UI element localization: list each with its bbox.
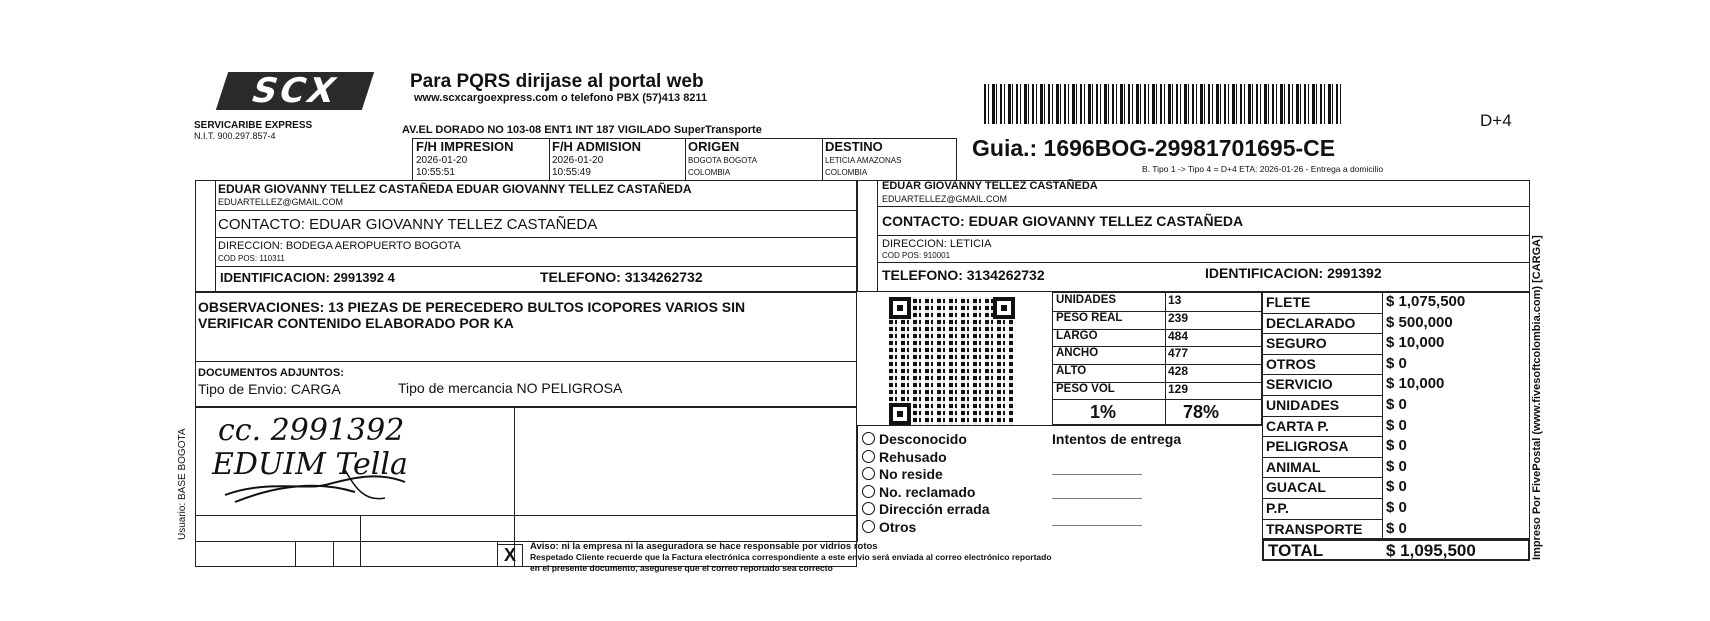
sender-telefono: TELEFONO: 3134262732 <box>540 269 703 285</box>
recipient-identificacion: IDENTIFICACION: 2991392 <box>1205 265 1382 281</box>
radio-icon[interactable] <box>862 432 875 445</box>
charge-value: $ 0 <box>1386 519 1407 537</box>
destino-city: LETICIA AMAZONAS <box>825 156 902 165</box>
origen-city: BOGOTA BOGOTA <box>688 156 758 165</box>
delivery-option-label: No reside <box>879 466 943 483</box>
qr-code <box>889 297 1015 425</box>
delivery-option[interactable] <box>862 432 967 446</box>
recipient-email: EDUARTELLEZ@GMAIL.COM <box>882 194 1007 204</box>
charge-value: $ 500,000 <box>1386 313 1453 331</box>
measure-value: 13 <box>1168 293 1182 307</box>
impresion-time: 10:55:51 <box>416 167 455 178</box>
aviso-line1: Aviso: ni la empresa ni la aseguradora se hace responsable por vidrios rotos <box>530 541 878 552</box>
charge-label: SEGURO <box>1266 335 1327 352</box>
charge-label: P.P. <box>1266 500 1289 516</box>
sender-direccion: DIRECCION: BODEGA AEROPUERTO BOGOTA <box>218 240 461 252</box>
destino-country: COLOMBIA <box>825 168 868 177</box>
charge-label: UNIDADES <box>1266 397 1340 413</box>
charge-label: DECLARADO <box>1266 314 1356 331</box>
charge-label: PELIGROSA <box>1266 438 1349 455</box>
origen-country: COLOMBIA <box>688 168 731 177</box>
radio-icon[interactable] <box>862 467 875 480</box>
measure-label: ALTO <box>1056 365 1087 378</box>
delivery-option[interactable] <box>862 520 916 534</box>
handwritten-name: EDUIM Tella <box>212 447 408 482</box>
recipient-telefono: TELEFONO: 3134262732 <box>882 267 1045 283</box>
side-print-note: Impreso Por FivePostal (www.fivesoftcolombia.com) [CARGA] <box>1531 235 1543 560</box>
recipient-contacto: CONTACTO: EDUAR GIOVANNY TELLEZ CASTAÑEDA <box>882 213 1244 229</box>
signature-scribble <box>205 410 425 510</box>
radio-icon[interactable] <box>862 502 875 515</box>
delivery-option[interactable] <box>862 450 947 464</box>
delivery-option[interactable] <box>862 485 975 499</box>
intentos-label: Intentos de entrega <box>1052 431 1182 447</box>
charge-label: ANIMAL <box>1266 458 1321 475</box>
company-nit: N.I.T. 900.297.857-4 <box>194 131 276 141</box>
scx-logo: SCX <box>216 72 374 110</box>
charge-value: $ 10,000 <box>1386 375 1445 393</box>
guia-number: Guia.: 1696BOG-29981701695-CE <box>972 135 1336 161</box>
usuario-label: Usuario: BASE BOGOTA <box>177 428 188 540</box>
recipient-name: EDUAR GIOVANNY TELLEZ CASTAÑEDA <box>882 180 1098 192</box>
recipient-direccion: DIRECCION: LETICIA <box>882 238 992 250</box>
charge-value: $ 0 <box>1386 354 1407 372</box>
admision-time: 10:55:49 <box>552 167 591 178</box>
delivery-option[interactable] <box>862 467 943 481</box>
measure-value: 477 <box>1168 346 1189 361</box>
measure-value: 239 <box>1168 310 1189 325</box>
aviso-line2: Respetado Cliente recuerde que la Factura electrónica correspondiente a este envio será enviada al correo electrónico reportado <box>530 552 1052 562</box>
measure-value: 129 <box>1168 382 1189 396</box>
charge-value: $ 1,075,500 <box>1386 293 1466 310</box>
tipo-envio: Tipo de Envio: CARGA <box>198 381 341 397</box>
charge-value: $ 0 <box>1386 416 1407 434</box>
sender-email: EDUARTELLEZ@GMAIL.COM <box>218 197 343 207</box>
measure-label: PESO REAL <box>1056 311 1123 324</box>
measure-label: PESO VOL <box>1056 383 1115 395</box>
charge-value: $ 0 <box>1386 396 1407 413</box>
tipo-mercancia: Tipo de mercancia NO PELIGROSA <box>398 380 623 396</box>
impresion-date: 2026-01-20 <box>416 155 468 166</box>
admision-date: 2026-01-20 <box>552 155 604 166</box>
barcode <box>984 84 1344 124</box>
observaciones-line1: OBSERVACIONES: 13 PIEZAS DE PERECEDERO BULTOS ICOPORES VARIOS SIN <box>198 299 746 315</box>
origen-label: ORIGEN <box>688 139 740 154</box>
handwritten-id: cc. 2991392 <box>218 413 405 448</box>
company-address: AV.EL DORADO NO 103-08 ENT1 INT 187 VIGILADO SuperTransporte <box>402 124 762 136</box>
pct-left: 1% <box>1090 402 1117 422</box>
admision-label: F/H ADMISION <box>552 139 642 154</box>
radio-icon[interactable] <box>862 520 875 533</box>
charge-label: GUACAL <box>1266 479 1326 496</box>
charge-label: SERVICIO <box>1266 376 1333 393</box>
sender-name: EDUAR GIOVANNY TELLEZ CASTAÑEDA EDUAR GIOVANNY TELLEZ CASTAÑEDA <box>218 182 692 196</box>
recipient-cod-pos: COD POS: 910001 <box>882 251 951 260</box>
delivery-option-label: Otros <box>879 519 917 535</box>
observaciones-line2: VERIFICAR CONTENIDO ELABORADO POR KA <box>198 315 514 331</box>
charge-label: CARTA P. <box>1266 417 1329 434</box>
company-name: SERVICARIBE EXPRESS <box>194 120 313 131</box>
impresion-label: F/H IMPRESION <box>416 139 514 154</box>
charge-value: $ 0 <box>1386 499 1407 516</box>
measure-value: 484 <box>1168 328 1189 343</box>
aviso-line3: en el presente documento, asegurese que el correo reportado sea correcto <box>530 563 833 573</box>
delivery-option-label: Desconocido <box>879 431 967 447</box>
sender-contacto: CONTACTO: EDUAR GIOVANNY TELLEZ CASTAÑEDA <box>218 216 598 233</box>
charge-label: OTROS <box>1266 355 1316 372</box>
destino-label: DESTINO <box>825 139 883 154</box>
charge-value: $ 0 <box>1386 457 1407 475</box>
measure-value: 428 <box>1168 364 1189 379</box>
guia-note: B. Tipo 1 -> Tipo 4 = D+4 ETA: 2026-01-26 - Entrega a domicilio <box>1142 164 1384 174</box>
charge-value: $ 10,000 <box>1386 334 1445 352</box>
delivery-option[interactable] <box>862 502 990 516</box>
checkbox-x[interactable]: X <box>497 544 523 567</box>
delivery-option-label: Dirección errada <box>879 501 990 518</box>
pct-right: 78% <box>1183 402 1220 422</box>
total-value: $ 1,095,500 <box>1386 541 1476 560</box>
pqrs-title: Para PQRS dirijase al portal web <box>410 71 704 92</box>
delivery-option-label: Rehusado <box>879 448 947 465</box>
documentos-label: DOCUMENTOS ADJUNTOS: <box>198 367 344 379</box>
charge-label: FLETE <box>1266 294 1311 310</box>
pqrs-contact: www.scxcargoexpress.com o telefono PBX (57)413 8211 <box>414 92 708 104</box>
radio-icon[interactable] <box>862 485 875 498</box>
sender-identificacion: IDENTIFICACION: 2991392 4 <box>220 270 395 285</box>
radio-icon[interactable] <box>862 450 875 463</box>
charge-value: $ 0 <box>1386 437 1407 455</box>
measure-label: ANCHO <box>1056 347 1099 360</box>
total-label: TOTAL <box>1268 541 1324 560</box>
service-type: D+4 <box>1480 111 1512 130</box>
delivery-option-label: No. reclamado <box>879 483 976 500</box>
charge-label: TRANSPORTE <box>1266 520 1363 537</box>
measure-label: UNIDADES <box>1056 294 1117 306</box>
measure-label: LARGO <box>1056 329 1098 342</box>
charge-value: $ 0 <box>1386 478 1407 496</box>
sender-cod-pos: COD POS: 110311 <box>218 254 285 263</box>
